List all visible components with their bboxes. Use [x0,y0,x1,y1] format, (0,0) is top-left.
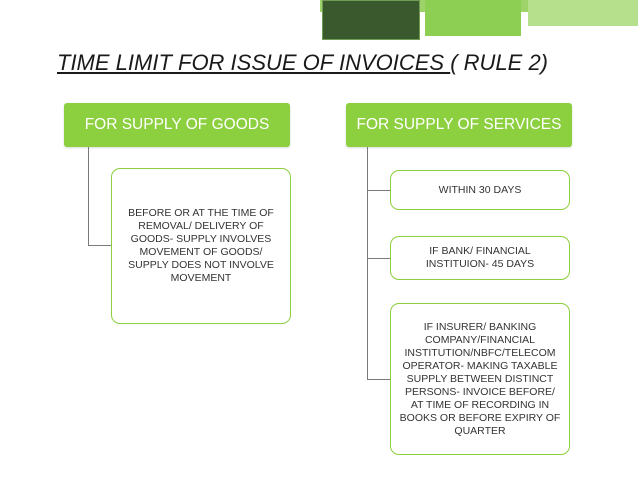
services-item-card: IF INSURER/ BANKING COMPANY/FINANCIAL INSTITUTION/NBFC/TELECOM OPERATOR- MAKING TAXABLE SUPPLY BETWEEN DISTINCT PERSONS- INVOICE BEFORE/ AT TIME OF RECORDING IN BOOKS OR BEFORE EXPIRY OF QUARTER [390,303,570,455]
slide-title-rest: ( RULE 2) [450,50,548,75]
services-header: FOR SUPPLY OF SERVICES [346,103,572,147]
connector-line [367,147,368,380]
connector-line [367,258,390,259]
slide-title-underlined: TIME LIMIT FOR ISSUE OF INVOICES [57,50,451,75]
connector-line [88,147,89,246]
connector-line [367,379,390,380]
services-item-card: IF BANK/ FINANCIAL INSTITUION- 45 DAYS [390,236,570,280]
connector-line [88,245,111,246]
slide-title [57,50,617,76]
goods-header: FOR SUPPLY OF GOODS [64,103,290,147]
top-decor-tile [322,0,420,40]
goods-item-card: BEFORE OR AT THE TIME OF REMOVAL/ DELIVERY OF GOODS- SUPPLY INVOLVES MOVEMENT OF GOODS/ SUPPLY DOES NOT INVOLVE MOVEMENT [111,168,291,324]
top-decor-tile [528,0,638,26]
services-item-card: WITHIN 30 DAYS [390,170,570,210]
connector-line [367,190,390,191]
top-decor-tile [425,0,521,36]
